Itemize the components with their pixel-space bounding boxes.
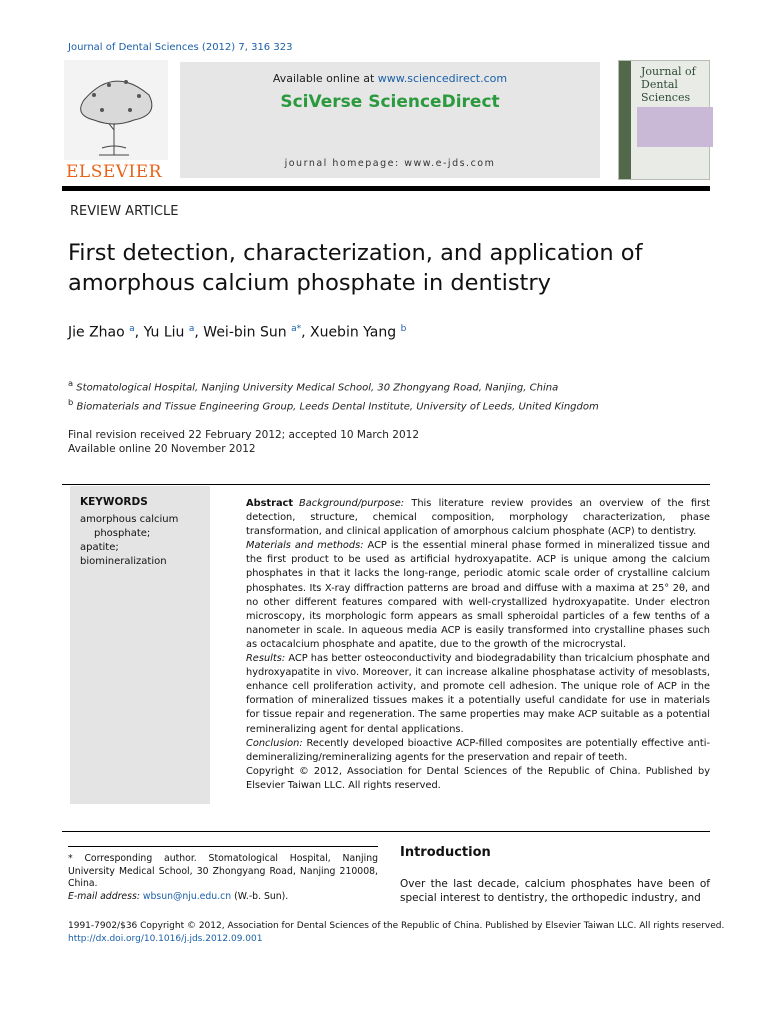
keywords-list [80, 513, 178, 569]
email-line [68, 891, 378, 904]
cover-title-line3: Sciences [641, 91, 691, 104]
results-heading: Results: [246, 653, 286, 665]
sciencedirect-link[interactable]: www.sciencedirect.com [377, 72, 508, 85]
keywords-box [70, 486, 210, 804]
abstract-results [246, 652, 710, 737]
affiliation-item [68, 395, 599, 414]
author-affiliation-marker[interactable]: b [400, 324, 407, 334]
abstract-background [246, 497, 710, 539]
available-prefix: Available online at [272, 72, 378, 85]
article-type: REVIEW ARTICLE [70, 204, 179, 219]
background-text: This literature review provides an overview of the first detection, structure, chemical composition, morphology characterization, phase transformation, and clinical application of amorphous calcium phosphate (ACP) to dentistry. [246, 498, 710, 538]
author-affiliation-marker[interactable]: a [129, 324, 135, 334]
journal-homepage[interactable]: journal homepage: www.e-jds.com [284, 158, 496, 169]
email-link[interactable]: wbsun@nju.edu.cn [142, 890, 232, 902]
cover-title [641, 65, 696, 104]
author-name: Xuebin Yang [309, 324, 397, 341]
background-heading: Background/purpose: [299, 498, 405, 509]
author-name: Wei-bin Sun [203, 324, 287, 341]
available-online-line [180, 72, 600, 85]
header-divider [62, 186, 710, 191]
keyword-item: phosphate; [94, 528, 151, 539]
abstract-label: Abstract [246, 498, 294, 509]
cover-spine [619, 61, 631, 179]
cover-image-band [637, 107, 713, 147]
journal-cover-thumbnail [618, 60, 710, 180]
doi-link[interactable]: http://dx.doi.org/10.1016/j.jds.2012.09.001 [68, 934, 263, 944]
keyword-item: apatite; [80, 542, 119, 553]
results-text: ACP has better osteoconductivity and biodegradability than tricalcium phosphate and hydroxyapatite in vivo. Moreover, it can increase alkaline phosphatase activity of mesoblasts, enhance cell proliferation activity, and promote cell adhesion. The unique role of ACP in the formation of mineralized tissues makes it a potentially useful candidate for use in materials for tissue repair and regeneration. The same properties may make ACP suitable as a potential remineralizing agent for dental applications. [246, 653, 710, 735]
footer-copyright: 1991-7902/$36 Copyright © 2012, Association for Dental Sciences of the Republic of China. Published by Elsevier Taiwan LLC. All rights reserved. [68, 921, 725, 931]
methods-heading: Materials and methods: [246, 540, 364, 552]
corresponding-author-text: * Corresponding author. Stomatological Hospital, Nanjing University Medical School, 30 Zhongyang Road, Nanjing 210008, China. [68, 853, 378, 889]
sciencedirect-brand: SciVerse ScienceDirect [280, 92, 500, 112]
conclusion-text: Recently developed bioactive ACP-filled composites are potentially effective anti-demineralizing/remineralizing agents for the preservation and repair of teeth. [246, 737, 710, 763]
affiliation-marker: b [68, 397, 74, 408]
article-dates [68, 428, 419, 456]
introduction-text: Over the last decade, calcium phosphates have been of special interest to dentistry, the orthopedic industry, and [400, 878, 710, 904]
revision-date: Final revision received 22 February 2012; accepted 10 March 2012 [68, 429, 420, 441]
keyword-item: biomineralization [80, 556, 167, 567]
author-affiliation-marker[interactable]: a* [291, 324, 302, 334]
methods-text: ACP is the essential mineral phase formed in mineralized tissue and the first product to be used as artificial hydroxyapatite. ACP is unique among the calcium phosphates in that it lacks the long-range, periodic atomic scale order of crystalline calcium phosphates. Its X-ray diffraction patterns are broad and diffuse with a maxima at 25° 2θ, and no other different features compared with well-crystallized hydroxyapatite. Under electron microscopy, its morphologic form appears as small spheroidal particles of a few tenths of a nanometer in scale. In aqueous media ACP is easily transformed into crystalline phases such as octacalcium phosphate and apatite, due to the growth of the microcrystal. [246, 540, 711, 650]
affiliation-text: Stomatological Hospital, Nanjing University Medical School, 30 Zhongyang Road, Nanjing, China [76, 382, 559, 394]
article-title: First detection, characterization, and application of amorphous calcium phosphate in dentistry [68, 240, 643, 296]
footnote-rule [68, 846, 378, 847]
keywords-heading: KEYWORDS [80, 496, 148, 508]
email-label: E-mail address: [68, 890, 143, 902]
author-name: Jie Zhao [68, 324, 125, 341]
keyword-item: amorphous calcium [80, 514, 179, 525]
elsevier-wordmark: ELSEVIER [66, 162, 162, 182]
abstract-conclusion [246, 737, 710, 765]
journal-reference[interactable]: Journal of Dental Sciences (2012) 7, 316 323 [68, 42, 293, 53]
online-date: Available online 20 November 2012 [68, 443, 256, 455]
affiliation-marker: a [68, 378, 74, 388]
conclusion-heading: Conclusion: [246, 737, 303, 749]
corresponding-author-footnote [68, 853, 378, 903]
cover-title-line1: Journal of [641, 65, 696, 78]
page-footer [68, 920, 724, 946]
abstract-copyright: Copyright © 2012, Association for Dental Sciences of the Republic of China. Published by Elsevier Taiwan LLC. All rights reserved. [246, 765, 710, 791]
author-list: Jie Zhao $^a$, Yu Liu $^a$, Wei-bin Sun $^{a*}$, Xuebin Yang $^b$ [68, 324, 407, 341]
cover-title-line2: Dental [641, 78, 678, 91]
affiliation-text: Biomaterials and Tissue Engineering Group, Leeds Dental Institute, University of Leeds, United Kingdom [76, 401, 599, 413]
abstract-methods [246, 539, 710, 652]
abstract-top-rule [62, 484, 710, 485]
abstract [246, 497, 710, 793]
affiliation-item [68, 376, 599, 395]
header-banner [180, 62, 600, 178]
affiliations [68, 376, 599, 415]
introduction-heading: Introduction [400, 845, 491, 860]
email-suffix: (W.-b. Sun). [231, 890, 289, 902]
abstract-bottom-rule [62, 831, 710, 832]
author-affiliation-marker[interactable]: a [188, 324, 195, 334]
author-name: Yu Liu [143, 324, 185, 341]
